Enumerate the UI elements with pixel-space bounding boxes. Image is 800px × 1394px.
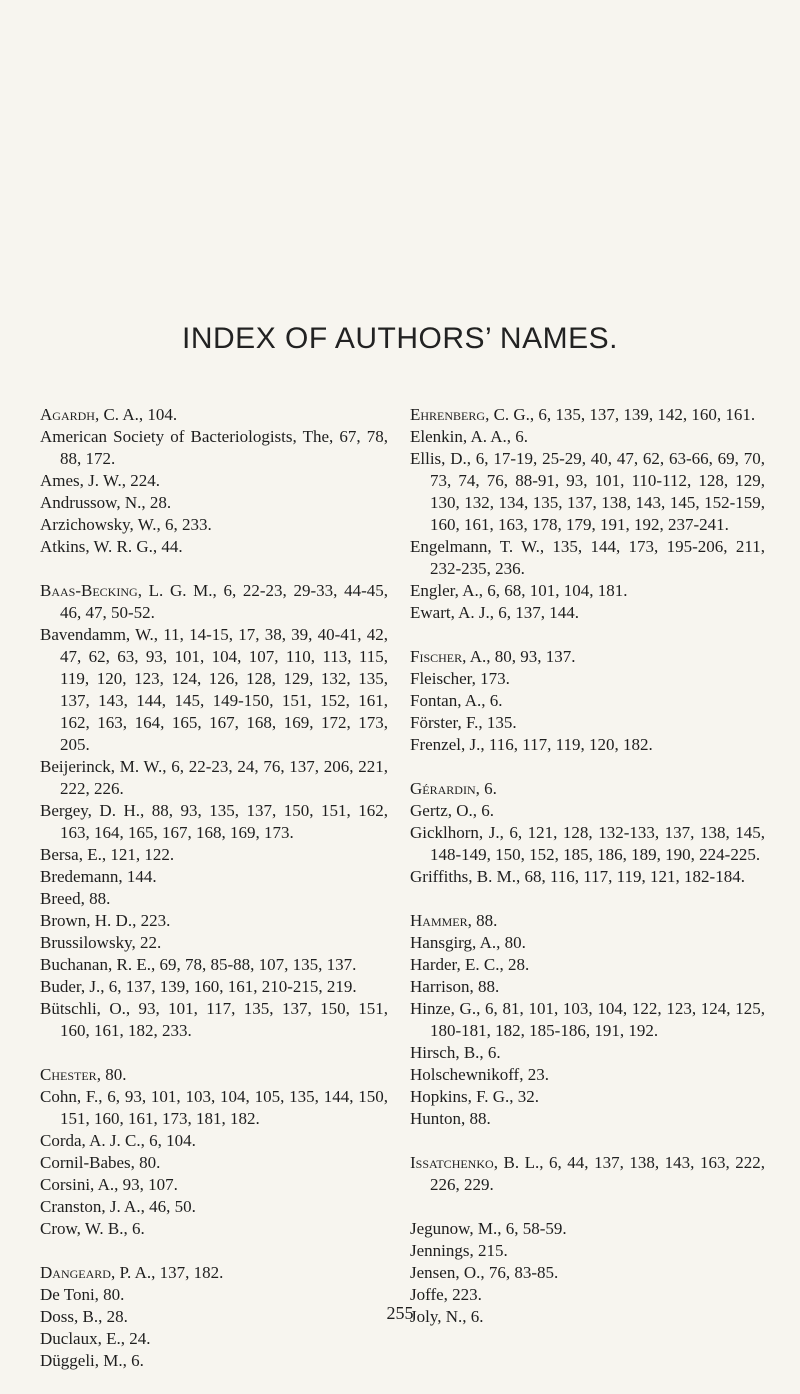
entry-text: hrenberg, C. G., 6, 135, 137, 139, 142, 160, 161. — [420, 405, 756, 424]
right-column — [410, 404, 765, 1350]
index-entry — [40, 866, 388, 888]
index-entry — [40, 1174, 388, 1196]
index-entry — [410, 954, 765, 976]
index-entry — [410, 778, 765, 800]
entry-text: Crow, W. B., 6. — [40, 1219, 145, 1238]
index-entry — [40, 1152, 388, 1174]
entry-text: Ames, J. W., 224. — [40, 471, 160, 490]
entry-text: Jennings, 215. — [410, 1241, 508, 1260]
entry-text: Buder, J., 6, 137, 139, 160, 161, 210-215, 219. — [40, 977, 357, 996]
index-entry — [40, 910, 388, 932]
entry-text: hester, 80. — [51, 1065, 127, 1084]
entry-text: angeard, P. A., 137, 182. — [52, 1263, 224, 1282]
index-entry — [40, 426, 388, 470]
entry-text: Frenzel, J., 116, 117, 119, 120, 182. — [410, 735, 653, 754]
index-entry — [410, 734, 765, 756]
entry-initial-letter: I — [410, 1153, 416, 1172]
entry-text: Förster, F., 135. — [410, 713, 517, 732]
index-entry — [40, 580, 388, 624]
entry-text: Andrussow, N., 28. — [40, 493, 172, 512]
index-entry — [410, 580, 765, 602]
left-column — [40, 404, 388, 1394]
entry-text: Griffiths, B. M., 68, 116, 117, 119, 121, 182-184. — [410, 867, 745, 886]
index-entry — [40, 514, 388, 536]
index-entry — [410, 536, 765, 580]
index-entry — [40, 1328, 388, 1350]
index-entry — [410, 602, 765, 624]
index-entry — [410, 426, 765, 448]
entry-text: Corda, A. J. C., 6, 104. — [40, 1131, 196, 1150]
entry-initial-letter: D — [40, 1263, 53, 1282]
index-letter-group — [40, 1064, 388, 1240]
index-entry — [40, 888, 388, 910]
entry-text: Arzichowsky, W., 6, 233. — [40, 515, 212, 534]
entry-text: Joly, N., 6. — [410, 1307, 484, 1326]
index-letter-group — [410, 404, 765, 624]
entry-text: Ellis, D., 6, 17-19, 25-29, 40, 47, 62, 63-66, 69, 70, 73, 74, 76, 88-91, 93, 101, 110-112, 128, 129, 130, 132, 134, 135, 137, 138, 143, 145, 152-159, 160, 161, 163, 178, 179, 191, 192, 237-241. — [410, 449, 765, 534]
index-entry — [410, 866, 765, 888]
index-entry — [410, 404, 765, 426]
entry-text: Brussilowsky, 22. — [40, 933, 162, 952]
entry-text: Harder, E. C., 28. — [410, 955, 530, 974]
entry-text: gardh, C. A., 104. — [52, 405, 178, 424]
entry-text: Jegunow, M., 6, 58-59. — [410, 1219, 567, 1238]
entry-initial-letter: F — [410, 647, 420, 666]
entry-text: ammer, 88. — [422, 911, 498, 930]
entry-text: Fleischer, 173. — [410, 669, 510, 688]
entry-text: American Society of Bacteriologists, The, 67, 78, 88, 172. — [40, 427, 388, 468]
index-letter-group — [410, 1152, 765, 1196]
entry-text: Breed, 88. — [40, 889, 111, 908]
index-entry — [40, 470, 388, 492]
index-entry — [40, 1350, 388, 1372]
index-entry — [410, 800, 765, 822]
entry-text: Corsini, A., 93, 107. — [40, 1175, 178, 1194]
index-entry — [410, 1064, 765, 1086]
entry-text: Harrison, 88. — [410, 977, 500, 996]
entry-text: Hunton, 88. — [410, 1109, 491, 1128]
entry-text: Jensen, O., 76, 83-85. — [410, 1263, 559, 1282]
entry-text: Brown, H. D., 223. — [40, 911, 171, 930]
index-entry — [410, 1240, 765, 1262]
entry-text: Atkins, W. R. G., 44. — [40, 537, 183, 556]
entry-text: De Toni, 80. — [40, 1285, 125, 1304]
index-entry — [40, 1064, 388, 1086]
index-entry — [410, 668, 765, 690]
entry-text: ischer, A., 80, 93, 137. — [419, 647, 576, 666]
index-entry — [410, 690, 765, 712]
entry-text: Bavendamm, W., 11, 14-15, 17, 38, 39, 40-41, 42, 47, 62, 63, 93, 101, 104, 107, 110, 113, 115, 119, 120, 123, 124, 126, 128, 129, 132, 135, 137, 143, 144, 145, 149-150, 151, 152, 161, 162, 163, 164, 165, 167, 168, 169, 172, 173, 205. — [40, 625, 388, 754]
index-entry — [410, 1262, 765, 1284]
index-entry — [410, 1108, 765, 1130]
index-entry — [40, 1262, 388, 1284]
index-entry — [40, 954, 388, 976]
index-entry — [410, 1218, 765, 1240]
index-entry — [410, 998, 765, 1042]
entry-initial-letter: H — [410, 911, 423, 930]
entry-text: Beijerinck, M. W., 6, 22-23, 24, 76, 137, 206, 221, 222, 226. — [40, 757, 388, 798]
entry-text: Hirsch, B., 6. — [410, 1043, 501, 1062]
page-title: INDEX OF AUTHORS’ NAMES. — [182, 322, 618, 355]
entry-text: Engelmann, T. W., 135, 144, 173, 195-206, 211, 232-235, 236. — [410, 537, 765, 578]
index-entry — [40, 1086, 388, 1130]
index-entry — [40, 756, 388, 800]
index-entry — [410, 646, 765, 668]
entry-text: aas-Becking, L. G. M., 6, 22-23, 29-33, 44-45, 46, 47, 50-52. — [51, 581, 388, 622]
page-number: 255 — [386, 1303, 414, 1323]
index-entry — [410, 712, 765, 734]
index-entry — [410, 976, 765, 998]
index-entry — [40, 492, 388, 514]
index-letter-group — [410, 910, 765, 1130]
entry-text: Cranston, J. A., 46, 50. — [40, 1197, 196, 1216]
index-entry — [40, 800, 388, 844]
entry-text: Gertz, O., 6. — [410, 801, 495, 820]
index-letter-group — [40, 404, 388, 558]
entry-text: Elenkin, A. A., 6. — [410, 427, 529, 446]
entry-text: Hopkins, F. G., 32. — [410, 1087, 539, 1106]
index-entry — [40, 1130, 388, 1152]
entry-text: Hinze, G., 6, 81, 101, 103, 104, 122, 123, 124, 125, 180-181, 182, 185-186, 191, 192. — [410, 999, 765, 1040]
entry-text: érardin, 6. — [422, 779, 497, 798]
index-entry — [410, 1152, 765, 1196]
index-entry — [410, 1086, 765, 1108]
entry-text: Bredemann, 144. — [40, 867, 157, 886]
entry-initial-letter: C — [40, 1065, 52, 1084]
index-entry — [40, 1196, 388, 1218]
entry-text: Bersa, E., 121, 122. — [40, 845, 175, 864]
index-letter-group — [410, 778, 765, 888]
index-letter-group — [40, 580, 388, 1042]
index-letter-group — [410, 646, 765, 756]
entry-initial-letter: A — [40, 405, 53, 424]
index-entry — [410, 822, 765, 866]
index-entry — [40, 536, 388, 558]
entry-text: Ewart, A. J., 6, 137, 144. — [410, 603, 580, 622]
index-entry — [40, 976, 388, 998]
index-entry — [410, 448, 765, 536]
entry-text: ssatchenko, B. L., 6, 44, 137, 138, 143, 163, 222, 226, 229. — [415, 1153, 765, 1194]
index-entry — [410, 1042, 765, 1064]
entry-text: Fontan, A., 6. — [410, 691, 503, 710]
entry-text: Joffe, 223. — [410, 1285, 482, 1304]
entry-text: Bütschli, O., 93, 101, 117, 135, 137, 150, 151, 160, 161, 182, 233. — [40, 999, 388, 1040]
index-entry — [40, 998, 388, 1042]
entry-text: Buchanan, R. E., 69, 78, 85-88, 107, 135, 137. — [40, 955, 357, 974]
entry-text: Cornil-Babes, 80. — [40, 1153, 161, 1172]
index-entry — [40, 624, 388, 756]
entry-text: Doss, B., 28. — [40, 1307, 128, 1326]
entry-text: Hansgirg, A., 80. — [410, 933, 526, 952]
index-entry — [40, 404, 388, 426]
entry-text: Bergey, D. H., 88, 93, 135, 137, 150, 151, 162, 163, 164, 165, 167, 168, 169, 173. — [40, 801, 388, 842]
entry-text: Gicklhorn, J., 6, 121, 128, 132-133, 137, 138, 145, 148-149, 150, 152, 185, 186, 189, 190, 224-225. — [410, 823, 765, 864]
index-entry — [410, 932, 765, 954]
entry-text: Holschewnikoff, 23. — [410, 1065, 549, 1084]
entry-text: Düggeli, M., 6. — [40, 1351, 144, 1370]
entry-text: Duclaux, E., 24. — [40, 1329, 151, 1348]
index-entry — [40, 844, 388, 866]
index-entry — [410, 910, 765, 932]
entry-text: Engler, A., 6, 68, 101, 104, 181. — [410, 581, 628, 600]
entry-initial-letter: G — [410, 779, 423, 798]
entry-initial-letter: E — [410, 405, 421, 424]
index-entry — [40, 932, 388, 954]
index-entry — [40, 1218, 388, 1240]
entry-text: Cohn, F., 6, 93, 101, 103, 104, 105, 135, 144, 150, 151, 160, 161, 173, 181, 182. — [40, 1087, 388, 1128]
entry-initial-letter: B — [40, 581, 52, 600]
